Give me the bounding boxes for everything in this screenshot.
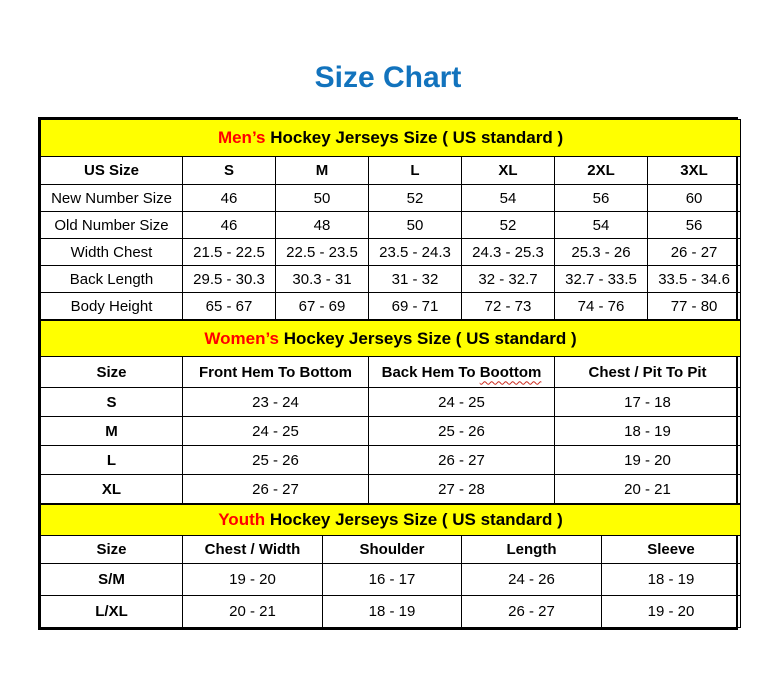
- row-label: XL: [41, 475, 183, 504]
- table-row: [41, 564, 741, 596]
- size-cell: 74 - 76: [555, 293, 648, 320]
- table-row: [41, 212, 741, 239]
- row-label: M: [41, 417, 183, 446]
- youth-size-table: [40, 504, 741, 628]
- size-cell: 25.3 - 26: [555, 239, 648, 266]
- size-cell: 19 - 20: [602, 596, 741, 628]
- table-row: [41, 239, 741, 266]
- row-label: L/XL: [41, 596, 183, 628]
- size-chart: [38, 117, 738, 630]
- row-label: Width Chest: [41, 239, 183, 266]
- size-cell: 56: [555, 185, 648, 212]
- size-cell: 26 - 27: [183, 475, 369, 504]
- mens-col-header: L: [369, 157, 462, 185]
- womens-size-table: [40, 320, 741, 504]
- row-label: Old Number Size: [41, 212, 183, 239]
- womens-col-header: [369, 357, 555, 388]
- youth-title-rest: Hockey Jerseys Size ( US standard ): [269, 510, 563, 529]
- size-cell: 56: [648, 212, 741, 239]
- youth-header-row: [41, 536, 741, 564]
- youth-col-header: Size: [41, 536, 183, 564]
- mens-col-header: 2XL: [555, 157, 648, 185]
- size-cell: 24 - 26: [462, 564, 602, 596]
- womens-section-band: [41, 321, 741, 357]
- mens-col-header: S: [183, 157, 276, 185]
- table-row: [41, 417, 741, 446]
- size-cell: 31 - 32: [369, 266, 462, 293]
- womens-col-header: Size: [41, 357, 183, 388]
- size-cell: 29.5 - 30.3: [183, 266, 276, 293]
- row-label: Body Height: [41, 293, 183, 320]
- size-cell: 19 - 20: [183, 564, 323, 596]
- size-cell: 18 - 19: [555, 417, 741, 446]
- size-cell: 24 - 25: [369, 388, 555, 417]
- size-cell: 46: [183, 212, 276, 239]
- size-cell: 65 - 67: [183, 293, 276, 320]
- size-cell: 50: [369, 212, 462, 239]
- size-cell: 67 - 69: [276, 293, 369, 320]
- mens-col-header: M: [276, 157, 369, 185]
- size-cell: 19 - 20: [555, 446, 741, 475]
- back-hem-prefix: Back Hem To: [381, 363, 476, 381]
- size-cell: 60: [648, 185, 741, 212]
- row-label: Back Length: [41, 266, 183, 293]
- size-cell: 16 - 17: [323, 564, 462, 596]
- size-cell: 54: [555, 212, 648, 239]
- page-title: Size Chart: [314, 61, 462, 94]
- table-row: [41, 596, 741, 628]
- table-row: [41, 266, 741, 293]
- size-cell: 24 - 25: [183, 417, 369, 446]
- table-row: [41, 293, 741, 320]
- table-row: [41, 446, 741, 475]
- size-cell: 77 - 80: [648, 293, 741, 320]
- size-cell: 46: [183, 185, 276, 212]
- table-row: [41, 475, 741, 504]
- size-cell: 22.5 - 23.5: [276, 239, 369, 266]
- row-label: S: [41, 388, 183, 417]
- size-cell: 54: [462, 185, 555, 212]
- size-cell: 23.5 - 24.3: [369, 239, 462, 266]
- womens-col-header: Chest / Pit To Pit: [555, 357, 741, 388]
- mens-section-band: [41, 120, 741, 157]
- mens-header-row: [41, 157, 741, 185]
- size-cell: 26 - 27: [369, 446, 555, 475]
- row-label: L: [41, 446, 183, 475]
- womens-section-title: [41, 321, 741, 357]
- size-cell: 72 - 73: [462, 293, 555, 320]
- size-cell: 18 - 19: [602, 564, 741, 596]
- youth-col-header: Shoulder: [323, 536, 462, 564]
- size-cell: 17 - 18: [555, 388, 741, 417]
- mens-size-table: [40, 119, 741, 320]
- size-cell: 52: [369, 185, 462, 212]
- youth-col-header: Sleeve: [602, 536, 741, 564]
- size-cell: 33.5 - 34.6: [648, 266, 741, 293]
- youth-section-title: [41, 505, 741, 536]
- size-cell: 32 - 32.7: [462, 266, 555, 293]
- table-row: [41, 388, 741, 417]
- size-cell: 30.3 - 31: [276, 266, 369, 293]
- size-cell: 23 - 24: [183, 388, 369, 417]
- size-cell: 25 - 26: [183, 446, 369, 475]
- mens-highlight: Men’s: [217, 128, 266, 147]
- mens-section-title: [41, 120, 741, 157]
- size-cell: 21.5 - 22.5: [183, 239, 276, 266]
- womens-title-rest: Hockey Jerseys Size ( US standard ): [283, 328, 577, 348]
- size-cell: 52: [462, 212, 555, 239]
- size-cell: 24.3 - 25.3: [462, 239, 555, 266]
- womens-header-row: [41, 357, 741, 388]
- womens-highlight: Women’s: [204, 328, 279, 348]
- mens-col-header: XL: [462, 157, 555, 185]
- youth-col-header: Chest / Width: [183, 536, 323, 564]
- size-cell: 26 - 27: [648, 239, 741, 266]
- row-label: New Number Size: [41, 185, 183, 212]
- youth-col-header: Length: [462, 536, 602, 564]
- size-cell: 48: [276, 212, 369, 239]
- size-cell: 32.7 - 33.5: [555, 266, 648, 293]
- mens-col-header: US Size: [41, 157, 183, 185]
- table-row: [41, 185, 741, 212]
- row-label: S/M: [41, 564, 183, 596]
- size-cell: 18 - 19: [323, 596, 462, 628]
- mens-col-header: 3XL: [648, 157, 741, 185]
- size-cell: 27 - 28: [369, 475, 555, 504]
- youth-highlight: Youth: [218, 510, 266, 529]
- back-hem-misspelled-word: Boottom: [479, 363, 542, 381]
- size-cell: 50: [276, 185, 369, 212]
- size-cell: 25 - 26: [369, 417, 555, 446]
- size-cell: 69 - 71: [369, 293, 462, 320]
- mens-title-rest: Hockey Jerseys Size ( US standard ): [270, 128, 564, 147]
- womens-col-header: Front Hem To Bottom: [183, 357, 369, 388]
- size-cell: 26 - 27: [462, 596, 602, 628]
- size-cell: 20 - 21: [555, 475, 741, 504]
- size-cell: 20 - 21: [183, 596, 323, 628]
- youth-section-band: [41, 505, 741, 536]
